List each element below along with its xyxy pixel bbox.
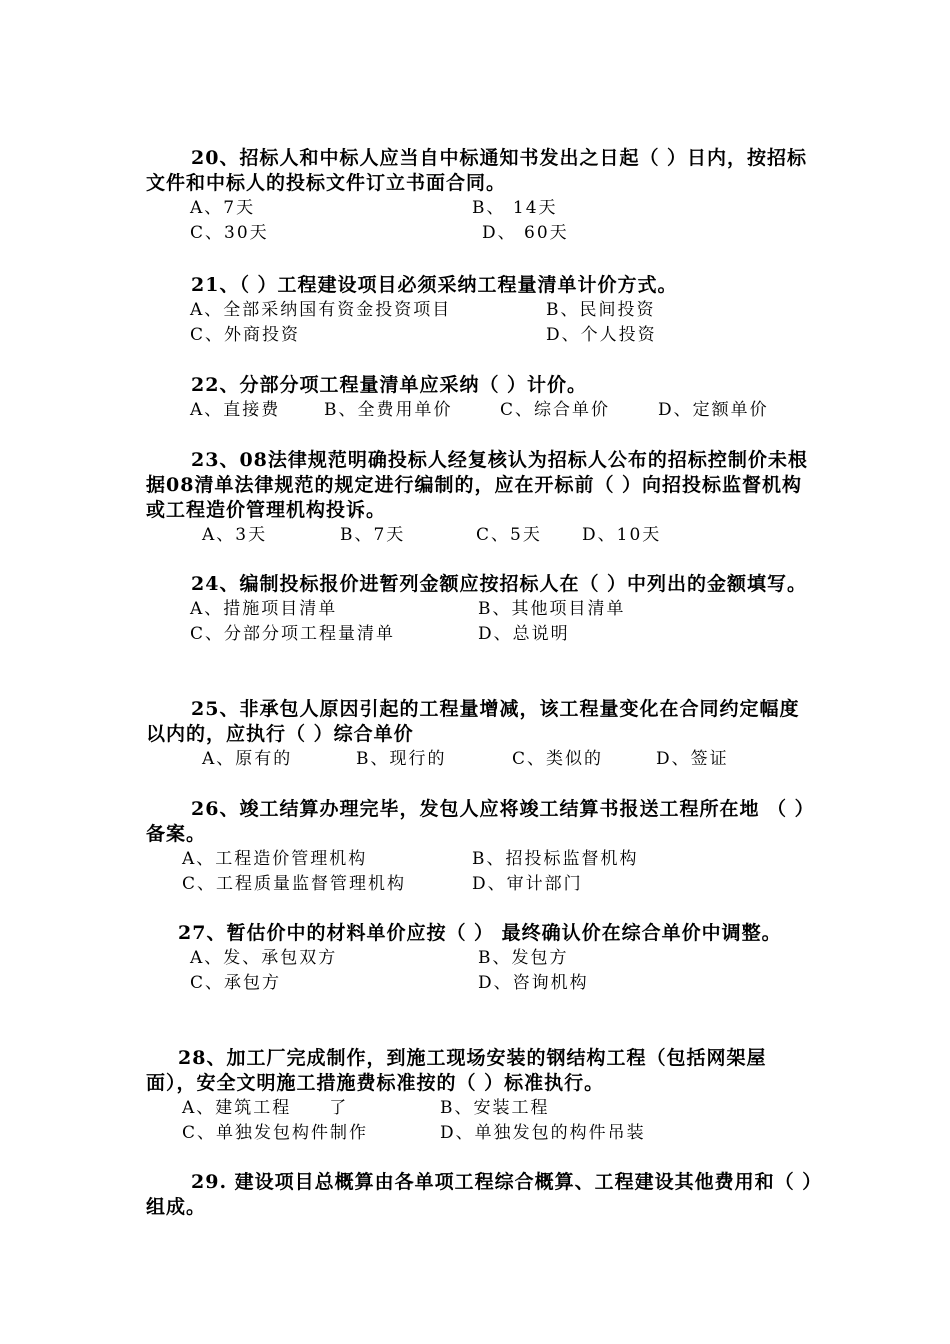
- option-c: C、类似的: [512, 749, 604, 769]
- question-27: [146, 921, 816, 996]
- option-a: A、措施项目清单: [190, 599, 338, 619]
- option-d: D、咨询机构: [478, 973, 589, 993]
- option-d: D、审计部门: [472, 874, 583, 894]
- option-d: D、 60天: [482, 223, 569, 243]
- options: [146, 747, 816, 772]
- question-21: [146, 273, 816, 348]
- option-b: B、7天: [340, 525, 406, 545]
- option-b: B、招投标监督机构: [472, 849, 639, 869]
- option-c: C、5天: [476, 525, 542, 545]
- option-c: C、单独发包构件制作: [182, 1123, 369, 1143]
- options: [146, 847, 816, 897]
- question-23: [146, 448, 816, 548]
- option-a: A、直接费: [190, 400, 281, 420]
- option-a: A、7天: [190, 198, 256, 218]
- option-a: A、发、承包双方: [190, 948, 338, 968]
- option-d: D、定额单价: [658, 400, 769, 420]
- option-b: B、全费用单价: [324, 400, 453, 420]
- option-d: D、10天: [582, 525, 662, 545]
- options: [146, 398, 816, 423]
- question-29: [146, 1170, 816, 1220]
- question-stem: 23、08法律规范明确投标人经复核认为招标人公布的招标控制价未根据08清单法律规范的规定进行编制的，应在开标前（ ）向招投标监督机构或工程造价管理机构投诉。: [146, 449, 808, 521]
- option-b: B、民间投资: [546, 300, 656, 320]
- question-stem: 24、编制投标报价进暂列金额应按招标人在（ ）中列出的金额填写。: [191, 573, 808, 595]
- option-d: D、个人投资: [546, 325, 657, 345]
- question-stem: 25、非承包人原因引起的工程量增减，该工程量变化在合同约定幅度以内的，应执行（ ）综合单价: [146, 698, 800, 745]
- option-c: C、外商投资: [190, 325, 301, 345]
- question-28: [146, 1046, 816, 1146]
- options: [146, 597, 816, 647]
- option-a: A、建筑工程 了: [182, 1098, 349, 1118]
- question-24: [146, 572, 816, 647]
- option-a: A、工程造价管理机构: [182, 849, 368, 869]
- option-b: B、发包方: [478, 948, 569, 968]
- option-b: B、现行的: [356, 749, 447, 769]
- option-a: A、全部采纳国有资金投资项目: [190, 300, 452, 320]
- question-stem: 26、竣工结算办理完毕，发包人应将竣工结算书报送工程所在地 （ ）备案。: [146, 798, 815, 845]
- option-a: A、3天: [202, 525, 268, 545]
- question-20: [146, 146, 816, 246]
- option-d: D、总说明: [478, 624, 570, 644]
- option-d: D、签证: [656, 749, 729, 769]
- option-c: C、分部分项工程量清单: [190, 624, 396, 644]
- option-c: C、承包方: [190, 973, 282, 993]
- option-b: B、 14天: [472, 198, 558, 218]
- options: [146, 298, 816, 348]
- question-stem: 29. 建设项目总概算由各单项工程综合概算、工程建设其他费用和（ ）组成。: [146, 1171, 813, 1218]
- question-22: [146, 373, 816, 423]
- question-stem: 28、加工厂完成制作，到施工现场安装的钢结构工程（包括网架屋面），安全文明施工措施费标准按的（ ）标准执行。: [146, 1047, 767, 1094]
- question-25: [146, 697, 816, 772]
- options: [146, 196, 816, 246]
- options: [146, 946, 816, 996]
- options: [146, 523, 816, 548]
- option-a: A、原有的: [202, 749, 293, 769]
- option-c: C、30天: [190, 223, 269, 243]
- options: [146, 1096, 816, 1146]
- option-c: C、综合单价: [500, 400, 611, 420]
- question-stem: 22、分部分项工程量清单应采纳（ ）计价。: [191, 374, 588, 396]
- option-c: C、工程质量监督管理机构: [182, 874, 407, 894]
- option-d: D、单独发包的构件吊装: [440, 1123, 646, 1143]
- option-b: B、其他项目清单: [478, 599, 626, 619]
- question-26: [146, 797, 816, 897]
- question-stem: 27、暂估价中的材料单价应按（ ） 最终确认价在综合单价中调整。: [178, 922, 782, 944]
- question-stem: 21、（ ）工程建设项目必须采纳工程量清单计价方式。: [191, 274, 678, 296]
- option-b: B、安装工程: [440, 1098, 550, 1118]
- question-stem: 20、招标人和中标人应当自中标通知书发出之日起（ ）日内，按招标文件和中标人的投标文件订立书面合同。: [146, 147, 808, 194]
